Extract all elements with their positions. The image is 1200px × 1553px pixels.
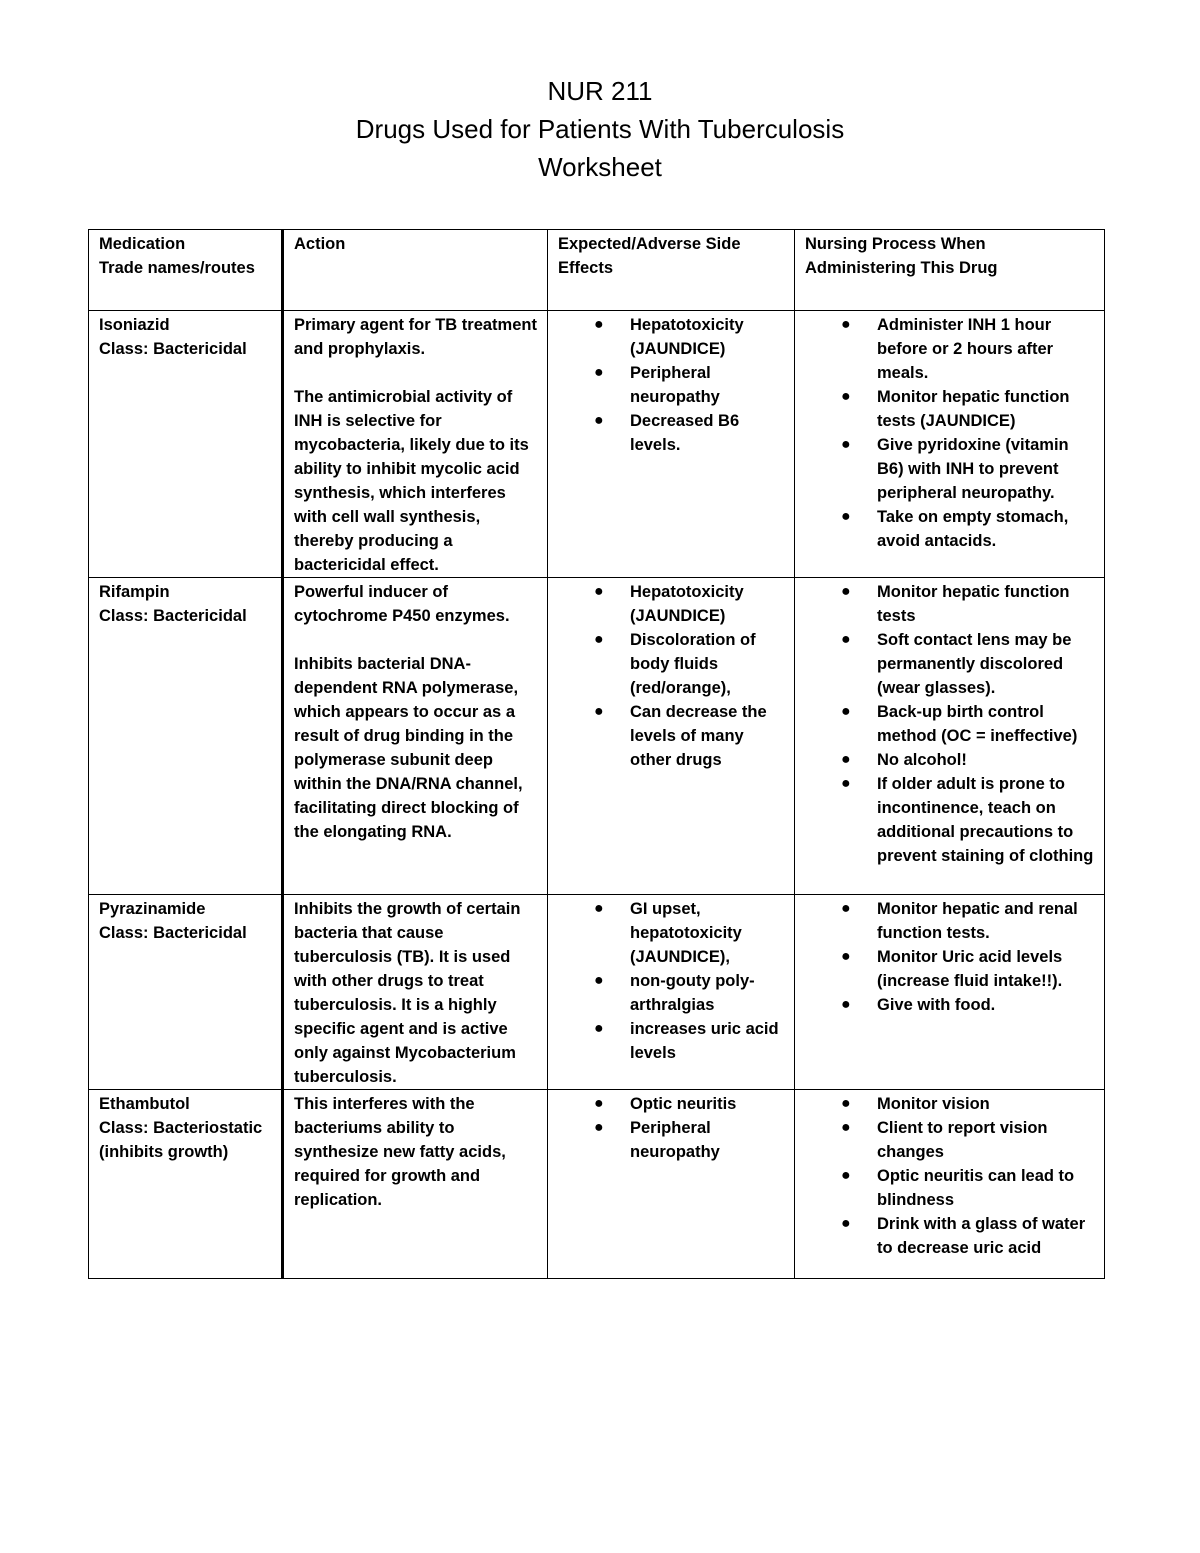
header-effects-line1: Expected/Adverse Side <box>558 235 741 253</box>
effects-list <box>558 580 786 772</box>
medication-cell <box>89 1090 283 1279</box>
header-medication-line2: Trade names/routes <box>99 259 255 277</box>
nursing-text: Give with food. <box>877 996 996 1014</box>
bullet-icon: ● <box>841 316 851 333</box>
list-item <box>805 1116 1096 1164</box>
action-cell <box>283 1090 548 1279</box>
action-cell <box>283 311 548 578</box>
bullet-icon: ● <box>841 436 851 453</box>
nursing-text: Take on empty stomach, avoid antacids. <box>877 508 1069 550</box>
drug-name: Isoniazid <box>99 316 170 334</box>
bullet-icon: ● <box>841 1167 851 1184</box>
nursing-list <box>805 1092 1096 1260</box>
bullet-icon: ● <box>594 583 604 600</box>
list-item <box>558 313 786 361</box>
effect-text: Peripheral neuropathy <box>630 1119 720 1161</box>
nursing-text: Monitor hepatic function tests <box>877 583 1070 625</box>
bullet-icon: ● <box>841 996 851 1013</box>
table-row-pyrazinamide <box>89 895 1105 1090</box>
bullet-icon: ● <box>594 1020 604 1037</box>
action-cell <box>283 895 548 1090</box>
nursing-text: Monitor hepatic and renal function tests. <box>877 900 1078 942</box>
bullet-icon: ● <box>841 508 851 525</box>
bullet-icon: ● <box>841 1119 851 1136</box>
action-cell <box>283 578 548 895</box>
nursing-text: No alcohol! <box>877 751 967 769</box>
nursing-list <box>805 580 1096 868</box>
effect-text: Hepatotoxicity (JAUNDICE) <box>630 583 744 625</box>
header-medication <box>89 230 283 311</box>
nursing-text: Monitor hepatic function tests (JAUNDICE) <box>877 388 1070 430</box>
list-item <box>805 993 1096 1017</box>
action-text: The antimicrobial activity of INH is selective for mycobacteria, likely due to its ability to inhibit mycolic acid synthesis, which interferes with cell wall synthesis, thereby producing a bactericidal effect. <box>294 388 529 574</box>
header-nursing <box>795 230 1105 311</box>
effect-text: Peripheral neuropathy <box>630 364 720 406</box>
effects-cell <box>548 1090 795 1279</box>
bullet-icon: ● <box>594 1095 604 1112</box>
list-item <box>805 748 1096 772</box>
drug-name: Ethambutol <box>99 1095 190 1113</box>
bullet-icon: ● <box>841 1215 851 1232</box>
bullet-icon: ● <box>841 775 851 792</box>
drug-name: Pyrazinamide <box>99 900 206 918</box>
list-item <box>558 1017 786 1065</box>
list-item <box>558 628 786 700</box>
document-title: Drugs Used for Patients With Tuberculosis <box>355 114 845 144</box>
effect-text: Decreased B6 levels. <box>630 412 740 454</box>
header-action <box>283 230 548 311</box>
list-item <box>558 897 786 969</box>
bullet-icon: ● <box>841 388 851 405</box>
document-subtitle: Worksheet <box>538 152 662 182</box>
nursing-text: Soft contact lens may be permanently discolored (wear glasses). <box>877 631 1072 697</box>
bullet-icon: ● <box>841 751 851 768</box>
list-item <box>805 1092 1096 1116</box>
effect-text: Discoloration of body fluids (red/orange), <box>630 631 756 697</box>
header-effects-line2: Effects <box>558 259 614 277</box>
action-text: Powerful inducer of cytochrome P450 enzymes. <box>294 583 510 625</box>
nursing-text: Optic neuritis can lead to blindness <box>877 1167 1075 1209</box>
action-text: Primary agent for TB treatment and prophylaxis. <box>294 316 537 358</box>
list-item <box>805 1212 1096 1260</box>
nursing-list <box>805 897 1096 1017</box>
nursing-cell <box>795 895 1105 1090</box>
effect-text: increases uric acid levels <box>630 1020 779 1062</box>
effects-cell <box>548 578 795 895</box>
nursing-text: Drink with a glass of water to decrease uric acid <box>877 1215 1086 1257</box>
bullet-icon: ● <box>594 900 604 917</box>
list-item <box>558 1116 786 1164</box>
drug-class: Class: Bactericidal <box>99 924 247 942</box>
list-item <box>558 1092 786 1116</box>
header-medication-line1: Medication <box>99 235 186 253</box>
nursing-cell <box>795 578 1105 895</box>
medication-cell <box>89 895 283 1090</box>
action-text: Inhibits the growth of certain bacteria that cause tuberculosis (TB). It is used with other drugs to treat tuberculosis. It is a highly specific agent and is active only against Mycobacterium tuberculosis. <box>294 900 521 1086</box>
table-row-isoniazid <box>89 311 1105 578</box>
bullet-icon: ● <box>841 703 851 720</box>
effect-text: GI upset, hepatotoxicity (JAUNDICE), <box>630 900 742 966</box>
bullet-icon: ● <box>594 364 604 381</box>
medication-cell <box>89 578 283 895</box>
list-item <box>558 409 786 457</box>
bullet-icon: ● <box>594 631 604 648</box>
header-action-label: Action <box>294 235 346 253</box>
list-item <box>805 505 1096 553</box>
nursing-text: If older adult is prone to incontinence, teach on additional precautions to prevent staining of clothing <box>877 775 1094 865</box>
list-item <box>805 628 1096 700</box>
list-item <box>805 772 1096 868</box>
header-nursing-line1: Nursing Process When <box>805 235 986 253</box>
table-row-ethambutol <box>89 1090 1105 1279</box>
list-item <box>805 700 1096 748</box>
drug-class-note: (inhibits growth) <box>99 1143 229 1161</box>
nursing-cell <box>795 1090 1105 1279</box>
list-item <box>805 580 1096 628</box>
list-item <box>805 945 1096 993</box>
nursing-text: Client to report vision changes <box>877 1119 1048 1161</box>
bullet-icon: ● <box>841 631 851 648</box>
header-nursing-line2: Administering This Drug <box>805 259 998 277</box>
effect-text: non-gouty poly-arthralgias <box>630 972 755 1014</box>
list-item <box>805 897 1096 945</box>
bullet-icon: ● <box>594 412 604 429</box>
list-item <box>805 433 1096 505</box>
nursing-text: Back-up birth control method (OC = ineffective) <box>877 703 1078 745</box>
nursing-text: Monitor Uric acid levels (increase fluid intake!!). <box>877 948 1063 990</box>
medication-cell <box>89 311 283 578</box>
effects-list <box>558 897 786 1065</box>
table-row-rifampin <box>89 578 1105 895</box>
drug-name: Rifampin <box>99 583 170 601</box>
effect-text: Optic neuritis <box>630 1095 737 1113</box>
list-item <box>558 700 786 772</box>
effects-list <box>558 313 786 457</box>
list-item <box>805 1164 1096 1212</box>
list-item <box>805 385 1096 433</box>
drug-class: Class: Bactericidal <box>99 607 247 625</box>
nursing-cell <box>795 311 1105 578</box>
list-item <box>805 313 1096 385</box>
list-item <box>558 969 786 1017</box>
document-header <box>0 72 1200 186</box>
bullet-icon: ● <box>594 316 604 333</box>
effects-cell <box>548 895 795 1090</box>
effects-cell <box>548 311 795 578</box>
action-text: This interferes with the bacteriums ability to synthesize new fatty acids, required for growth and replication. <box>294 1095 506 1209</box>
course-code: NUR 211 <box>547 76 653 106</box>
drug-class: Class: Bacteriostatic <box>99 1119 263 1137</box>
bullet-icon: ● <box>594 703 604 720</box>
list-item <box>558 580 786 628</box>
nursing-text: Administer INH 1 hour before or 2 hours after meals. <box>877 316 1054 382</box>
bullet-icon: ● <box>594 972 604 989</box>
header-effects <box>548 230 795 311</box>
drug-worksheet-table <box>88 229 1105 1279</box>
drug-class: Class: Bactericidal <box>99 340 247 358</box>
nursing-text: Give pyridoxine (vitamin B6) with INH to prevent peripheral neuropathy. <box>877 436 1069 502</box>
bullet-icon: ● <box>841 583 851 600</box>
list-item <box>558 361 786 409</box>
nursing-list <box>805 313 1096 553</box>
bullet-icon: ● <box>594 1119 604 1136</box>
nursing-text: Monitor vision <box>877 1095 990 1113</box>
effect-text: Hepatotoxicity (JAUNDICE) <box>630 316 744 358</box>
effects-list <box>558 1092 786 1164</box>
effect-text: Can decrease the levels of many other drugs <box>630 703 767 769</box>
action-text: Inhibits bacterial DNA-dependent RNA polymerase, which appears to occur as a result of drug binding in the polymerase subunit deep within the DNA/RNA channel, facilitating direct blocking of the elongating RNA. <box>294 655 523 841</box>
bullet-icon: ● <box>841 900 851 917</box>
table-header-row <box>89 230 1105 311</box>
bullet-icon: ● <box>841 948 851 965</box>
bullet-icon: ● <box>841 1095 851 1112</box>
